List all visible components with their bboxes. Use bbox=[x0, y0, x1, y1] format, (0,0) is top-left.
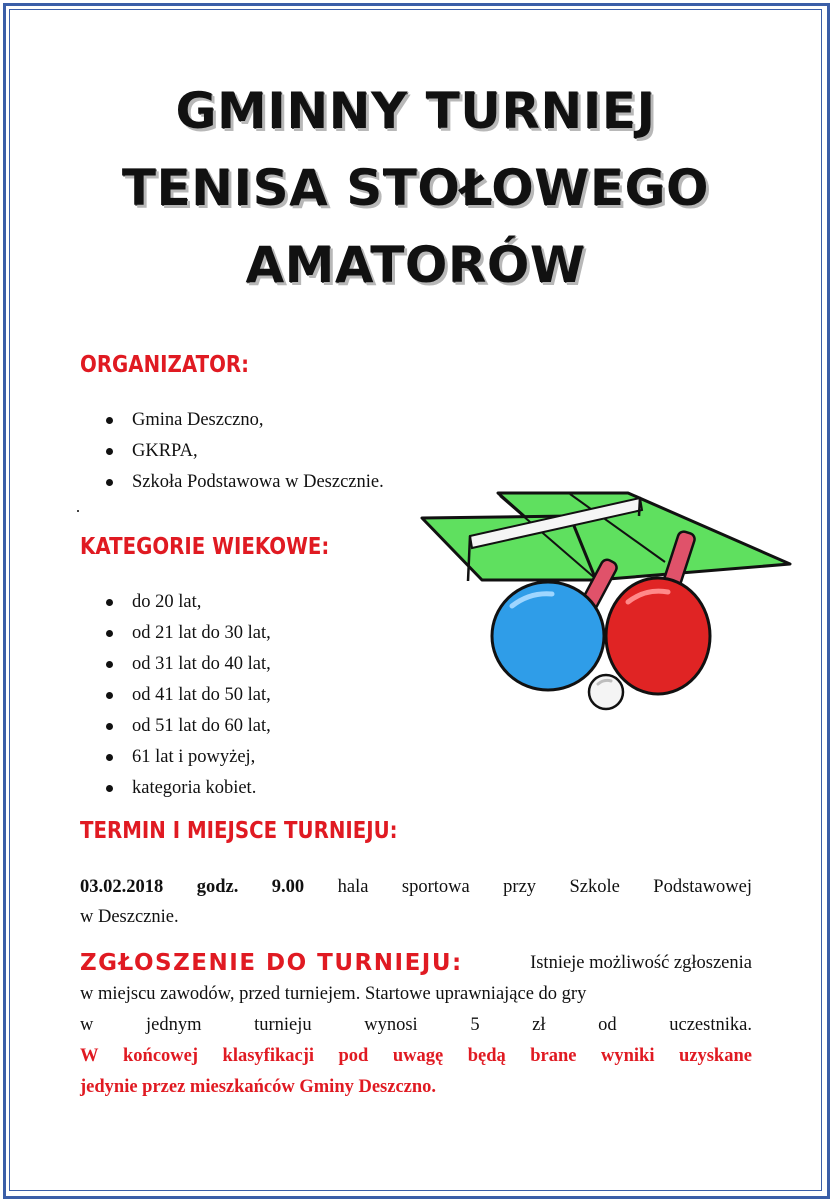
registration-line-2 bbox=[80, 979, 752, 1010]
word: od bbox=[598, 1015, 617, 1035]
term-word: Podstawowej bbox=[653, 877, 752, 897]
word: turnieju bbox=[254, 1015, 312, 1035]
term-heading: TERMIN I MIEJSCE TURNIEJU: bbox=[80, 818, 398, 844]
stray-dot bbox=[77, 510, 79, 512]
term-time: 9.00 bbox=[271, 877, 305, 897]
term-word: sportowa bbox=[401, 877, 470, 897]
organizer-list bbox=[106, 405, 384, 498]
word: klasyfikacji bbox=[222, 1046, 315, 1066]
registration-text-1: Istnieje możliwość zgłoszenia bbox=[530, 953, 752, 973]
list-item: do 20 lat, bbox=[106, 587, 271, 618]
list-item: GKRPA, bbox=[106, 436, 384, 467]
list-item: od 21 lat do 30 lat, bbox=[106, 618, 271, 649]
word: w bbox=[80, 1015, 94, 1035]
word: jednym bbox=[145, 1015, 202, 1035]
registration-paragraph bbox=[80, 948, 752, 1103]
term-paragraph bbox=[80, 872, 752, 932]
term-line-2: w Deszcznie. bbox=[80, 907, 179, 927]
organizer-heading: ORGANIZATOR: bbox=[80, 352, 250, 378]
word: wyniki bbox=[601, 1046, 655, 1066]
word: zł bbox=[532, 1015, 546, 1035]
title-line-3: AMATORÓW bbox=[245, 236, 586, 294]
list-item: od 31 lat do 40 lat, bbox=[106, 649, 271, 680]
ball bbox=[589, 675, 623, 709]
list-item: kategoria kobiet. bbox=[106, 773, 271, 804]
list-item: Szkoła Podstawowa w Deszcznie. bbox=[106, 467, 384, 498]
title-line-1: GMINNY TURNIEJ bbox=[175, 82, 656, 140]
word: końcowej bbox=[123, 1046, 199, 1066]
categories-heading: KATEGORIE WIEKOWE: bbox=[80, 534, 330, 560]
registration-line-3 bbox=[80, 1010, 752, 1041]
term-word: Szkole bbox=[569, 877, 620, 897]
registration-note-line-1 bbox=[80, 1041, 752, 1072]
categories-list bbox=[106, 587, 271, 804]
word: pod bbox=[338, 1046, 369, 1066]
registration-heading: ZGŁOSZENIE DO TURNIEJU: bbox=[80, 950, 463, 976]
word: wynosi bbox=[364, 1015, 418, 1035]
registration-line-2-text: w miejscu zawodów, przed turniejem. Startowe uprawniające do gry bbox=[80, 984, 587, 1004]
word: uczestnika. bbox=[669, 1015, 752, 1035]
term-word: hala bbox=[337, 877, 369, 897]
list-item: 61 lat i powyżej, bbox=[106, 742, 271, 773]
word: W bbox=[80, 1046, 99, 1066]
word: uwagę bbox=[392, 1046, 444, 1066]
word: uzyskane bbox=[678, 1046, 752, 1066]
table-tennis-illustration bbox=[420, 476, 795, 722]
word: brane bbox=[530, 1046, 577, 1066]
registration-note-line-2: jedynie przez mieszkańców Gminy Deszczno. bbox=[80, 1077, 437, 1097]
term-word: przy bbox=[503, 877, 537, 897]
list-item: od 51 lat do 60 lat, bbox=[106, 711, 271, 742]
term-godz: godz. bbox=[196, 877, 239, 897]
list-item: Gmina Deszczno, bbox=[106, 405, 384, 436]
word: będą bbox=[467, 1046, 506, 1066]
list-item: od 41 lat do 50 lat, bbox=[106, 680, 271, 711]
title-line-2: TENISA STOŁOWEGO bbox=[121, 159, 710, 217]
word: 5 bbox=[470, 1015, 480, 1035]
term-date: 03.02.2018 bbox=[80, 877, 164, 897]
